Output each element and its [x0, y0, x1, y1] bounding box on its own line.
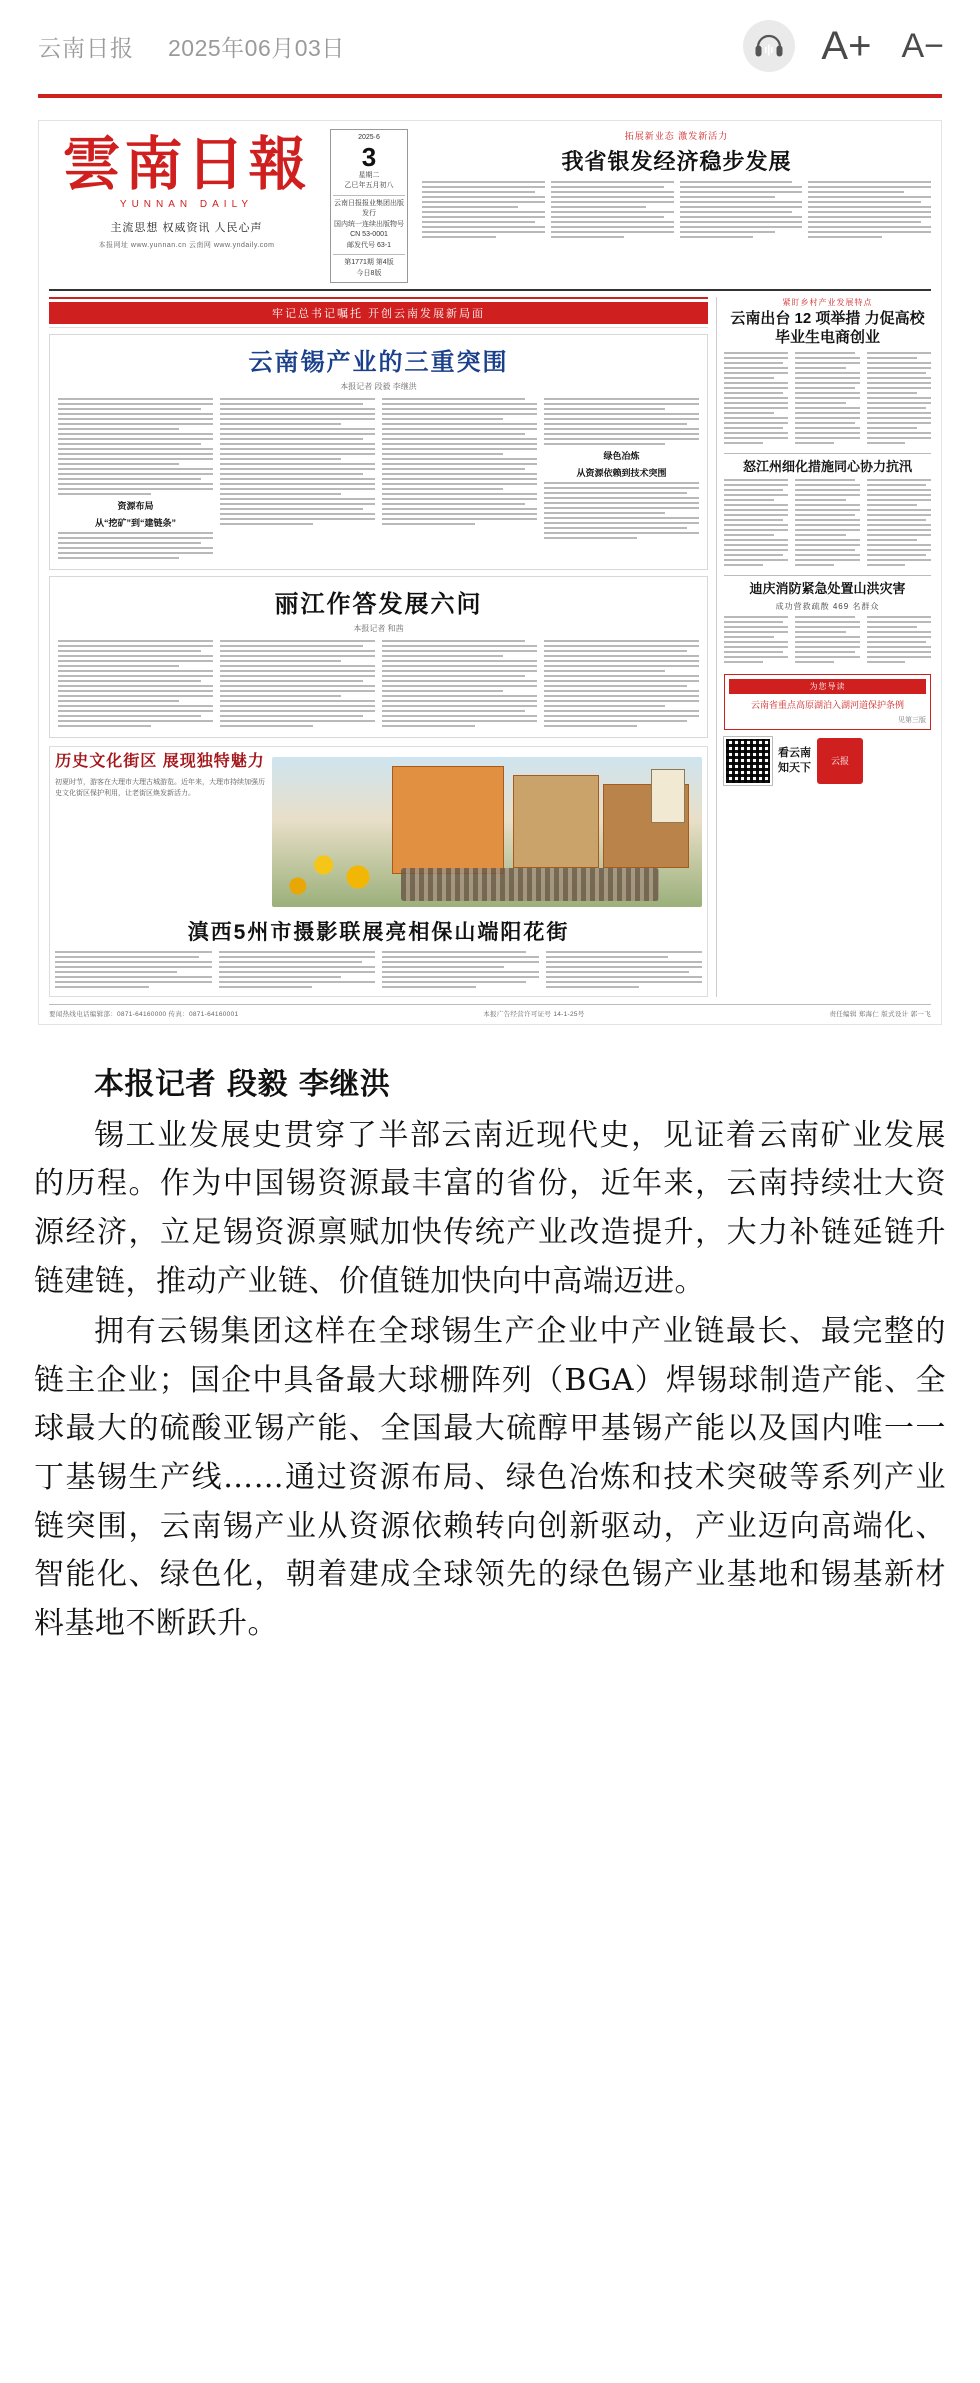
footer-right: 责任编辑 郑海仁 版式设计 郭一飞 [829, 1011, 931, 1019]
side-story-2[interactable] [724, 459, 931, 569]
footer-left: 要闻热线电话编辑部：0871-64160000 传真：0871-64160001 [49, 1011, 239, 1019]
datebox-weekday: 星期二 [358, 171, 380, 179]
masthead-datebox [330, 129, 408, 283]
main-story-2-byline: 本报记者 和茜 [353, 624, 404, 634]
main-story-1-subhead-2: 绿色冶炼 [603, 451, 640, 462]
main-story-2-columns [58, 640, 699, 730]
paper-name-label: 云南日报 [38, 34, 134, 61]
bottom-story-columns [55, 951, 702, 991]
main-story-1-columns [58, 398, 699, 562]
datebox-line-3: 邮发代号 63-1 [347, 241, 391, 249]
text-column [808, 181, 931, 241]
photo-feature-headline: 历史文化街区 展现独特魅力 [55, 753, 265, 771]
campaign-ribbon-wrap [49, 297, 708, 328]
newspaper-body [49, 297, 931, 997]
main-story-2[interactable] [49, 576, 708, 738]
main-story-1-byline: 本报记者 段毅 李继洪 [340, 382, 417, 392]
text-column [680, 181, 803, 241]
masthead-brand [49, 129, 324, 250]
footer-mid: 本报广告经营许可证号 14-1-25号 [483, 1011, 585, 1019]
side-story-1-kicker: 紧盯乡村产业发展特点 [782, 298, 873, 308]
publisher-logo-icon: 云报 [817, 738, 863, 784]
text-column [219, 951, 376, 991]
font-decrease-button[interactable]: A− [901, 27, 944, 65]
text-column [220, 398, 375, 562]
text-column [546, 951, 703, 991]
article-paragraph: 拥有云锡集团这样在全球锡生产企业中产业链最长、最完整的链主企业；国企中具备最大球栅阵列（BGA）焊锡球制造产能、全球最大的硫酸亚锡产能、全国最大硫醇甲基锡产能以及国内唯一一丁基锡生产线……通过资源布局、绿色冶炼和技术突破等系列产业链突围，云南锡产业从资源依赖转向创新驱动，产业迈向高端化、智能化、绿色化，朝着建成全球领先的绿色锡产业基地和锡基新材料基地不断跃升。 [34, 1314, 946, 1641]
article-paragraph: 锡工业发展史贯穿了半部云南近现代史，见证着云南矿业发展的历程。作为中国锡资源最丰富的省份，近年来，云南持续壮大资源经济，立足锡资源禀赋加快传统产业改造提升，大力补链延链升链建链，推动产业链、价值链加快向中高端迈进。 [34, 1117, 946, 1299]
text-column [724, 352, 788, 447]
text-column [382, 951, 539, 991]
side-story-1-headline: 云南出台 12 项举措 力促高校毕业生电商创业 [730, 310, 925, 347]
text-column [544, 398, 699, 562]
datebox-divider [333, 195, 405, 196]
side-story-3[interactable] [724, 581, 931, 666]
datebox-lunar: 乙巳年五月初八 [344, 182, 394, 190]
article-byline: 本报记者 段毅 李继洪 [94, 1067, 391, 1103]
side-divider [724, 575, 931, 576]
side-story-3-columns [724, 616, 931, 666]
datebox-line-1: 国内统一连续出版物号 [334, 220, 404, 228]
newspaper-page [38, 120, 942, 1025]
text-column [422, 181, 545, 241]
street-photo [272, 757, 702, 907]
masthead [49, 129, 931, 291]
font-increase-button[interactable]: A+ [821, 24, 872, 68]
main-story-1-subhead-0: 资源布局 [117, 501, 154, 512]
masthead-title: 雲南日報 [62, 130, 311, 198]
side-story-1[interactable] [724, 297, 931, 447]
main-column [49, 297, 708, 997]
text-column [724, 616, 788, 666]
text-column [867, 616, 931, 666]
qr-code-icon[interactable] [724, 737, 772, 785]
newspaper-footer [49, 1004, 931, 1018]
reading-guide-text: 云南省重点高原湖泊入湖河道保护条例 [750, 700, 904, 711]
reading-guide-byline: 见第三版 [898, 716, 926, 724]
photo-feature-text [55, 752, 265, 907]
text-column [867, 479, 931, 569]
main-story-2-headline: 丽江作答发展六问 [274, 591, 483, 619]
text-column [382, 398, 537, 562]
publication-date-label: 2025年06月03日 [168, 34, 345, 61]
photo-feature-top [55, 752, 702, 907]
top-story[interactable] [414, 129, 931, 241]
photo-feature-image-holder [272, 752, 702, 907]
text-column [544, 640, 699, 730]
reading-guide-banner[interactable] [724, 674, 931, 730]
datebox-line-4: 第1771期 第4版 [344, 259, 394, 267]
text-column [795, 616, 859, 666]
masthead-slogan: 主流思想 权威资讯 人民心声 [110, 222, 263, 234]
text-column [795, 479, 859, 569]
text-column [220, 640, 375, 730]
header-divider [38, 94, 942, 98]
audio-wave-icon[interactable] [743, 20, 795, 72]
datebox-line-5: 今日8版 [356, 269, 382, 277]
datebox-divider-2 [333, 254, 405, 255]
photo-feature-caption: 初夏时节，游客在大理市大理古城游览。近年来，大理市持续加强历史文化街区保护利用，让老街区焕发新活力。 [55, 779, 265, 798]
qr-promo-line-2: 知天下 [778, 761, 811, 774]
reading-guide-title: 为您导读 [729, 679, 926, 694]
text-column [58, 640, 213, 730]
text-column [551, 181, 674, 241]
photo-feature[interactable] [49, 746, 708, 997]
side-story-3-subhead: 成功营救疏散 469 名群众 [775, 602, 880, 612]
top-story-columns [422, 181, 931, 241]
datebox-year: 2025·6 [358, 134, 380, 141]
bottom-headline: 滇西5州市摄影联展亮相保山端阳花街 [187, 921, 570, 945]
main-story-1-headline: 云南锡产业的三重突围 [248, 349, 509, 377]
qr-promo-line-1: 看云南 [778, 746, 811, 759]
text-column [795, 352, 859, 447]
datebox-line-0: 云南日报报业集团出版发行 [334, 199, 404, 218]
text-column [867, 352, 931, 447]
datebox-day: 3 [361, 141, 377, 172]
masthead-url: 本报网址 www.yunnan.cn 云南网 www.yndaily.com [98, 242, 275, 249]
qr-promo-text [778, 746, 811, 777]
qr-promo[interactable] [724, 737, 931, 785]
side-column [716, 297, 931, 997]
side-story-2-columns [724, 479, 931, 569]
main-story-1-subhead-3: 从资源依赖到技术突围 [576, 468, 667, 479]
text-column [58, 398, 213, 562]
top-story-headline: 我省银发经济稳步发展 [561, 149, 792, 174]
top-story-kicker: 拓展新业态 激发新活力 [624, 131, 729, 141]
masthead-pinyin: YUNNAN DAILY [119, 199, 254, 210]
side-story-3-headline: 迪庆消防紧急处置山洪灾害 [749, 581, 906, 597]
side-story-1-columns [724, 352, 931, 447]
text-column [55, 951, 212, 991]
datebox-line-2: CN 53-0001 [350, 231, 388, 239]
side-divider [724, 453, 931, 454]
text-column [382, 640, 537, 730]
photo-building [392, 766, 504, 874]
main-story-1-subhead-1: 从“挖矿”到“建链条” [94, 518, 176, 529]
top-toolbar [0, 0, 980, 92]
article-body [34, 1061, 946, 1648]
main-story-1[interactable] [49, 334, 708, 570]
newspaper-page-preview[interactable] [38, 120, 942, 1025]
photo-crowd [401, 868, 659, 901]
photo-building [513, 775, 599, 868]
text-column [724, 479, 788, 569]
photo-shop-sign [651, 769, 685, 823]
side-story-2-headline: 怒江州细化措施同心协力抗汛 [742, 458, 912, 474]
campaign-ribbon: 牢记总书记嘱托 开创云南发展新局面 [49, 302, 708, 324]
